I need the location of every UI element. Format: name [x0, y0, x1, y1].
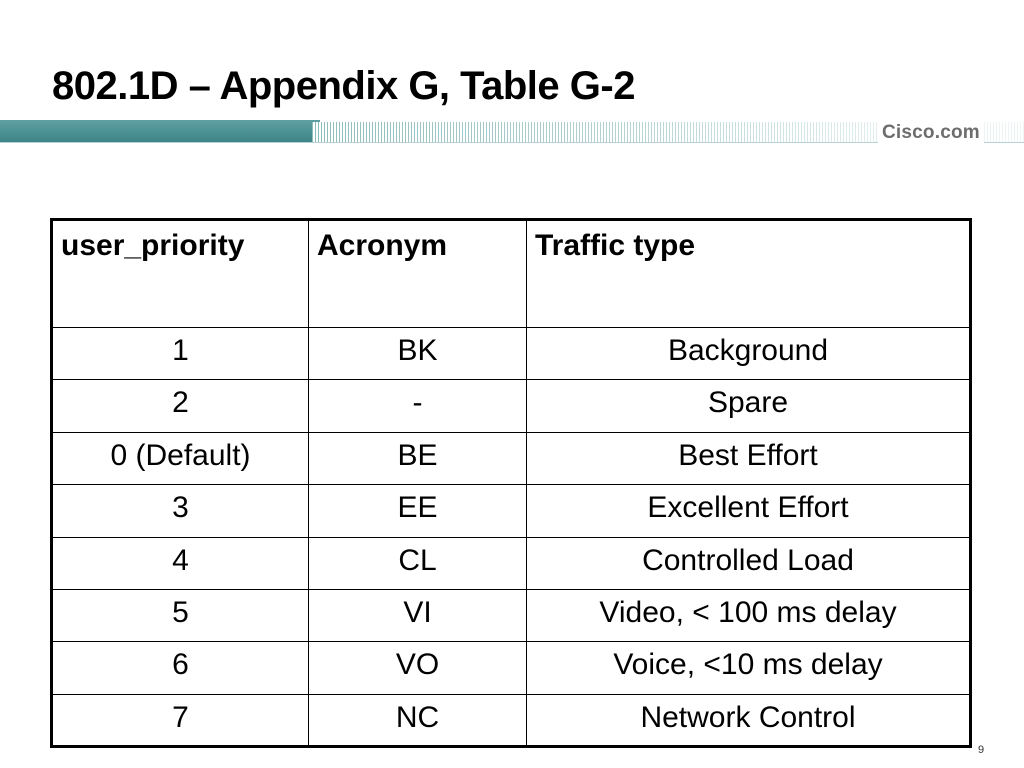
cell-acronym: CL	[309, 537, 527, 589]
table-row	[52, 537, 971, 589]
table-row	[52, 328, 971, 380]
table-row	[52, 694, 971, 746]
table-row	[52, 432, 971, 484]
cell-user-priority: 6	[52, 642, 309, 694]
table-header-row	[52, 220, 971, 328]
cell-traffic-type: Voice, <10 ms delay	[527, 642, 971, 694]
cell-traffic-type: Controlled Load	[527, 537, 971, 589]
header-band	[0, 120, 1024, 144]
table-row	[52, 642, 971, 694]
page-number: 9	[978, 744, 985, 756]
cell-traffic-type: Background	[527, 328, 971, 380]
cell-acronym: -	[309, 380, 527, 432]
cell-user-priority: 1	[52, 328, 309, 380]
cell-acronym: BE	[309, 432, 527, 484]
cell-traffic-type: Excellent Effort	[527, 485, 971, 537]
cisco-logo: Cisco.com	[878, 122, 984, 144]
table-row	[52, 485, 971, 537]
table-row	[52, 380, 971, 432]
cell-traffic-type: Spare	[527, 380, 971, 432]
cell-traffic-type: Network Control	[527, 694, 971, 746]
cell-acronym: BK	[309, 328, 527, 380]
cell-acronym: EE	[309, 485, 527, 537]
header-band-underline	[0, 142, 1024, 143]
cell-user-priority: 4	[52, 537, 309, 589]
cell-acronym: NC	[309, 694, 527, 746]
cell-user-priority: 2	[52, 380, 309, 432]
cell-user-priority: 7	[52, 694, 309, 746]
cell-acronym: VO	[309, 642, 527, 694]
cell-user-priority: 0 (Default)	[52, 432, 309, 484]
cell-traffic-type: Video, < 100 ms delay	[527, 589, 971, 641]
priority-table	[50, 218, 972, 748]
header-traffic-type: Traffic type	[527, 220, 971, 328]
header-acronym: Acronym	[309, 220, 527, 328]
table-row	[52, 589, 971, 641]
header-band-solid	[0, 120, 320, 142]
cell-user-priority: 5	[52, 589, 309, 641]
cell-user-priority: 3	[52, 485, 309, 537]
cell-traffic-type: Best Effort	[527, 432, 971, 484]
cell-acronym: VI	[309, 589, 527, 641]
header-user-priority: user_priority	[52, 220, 309, 328]
slide-title: 802.1D – Appendix G, Table G-2	[52, 64, 635, 108]
